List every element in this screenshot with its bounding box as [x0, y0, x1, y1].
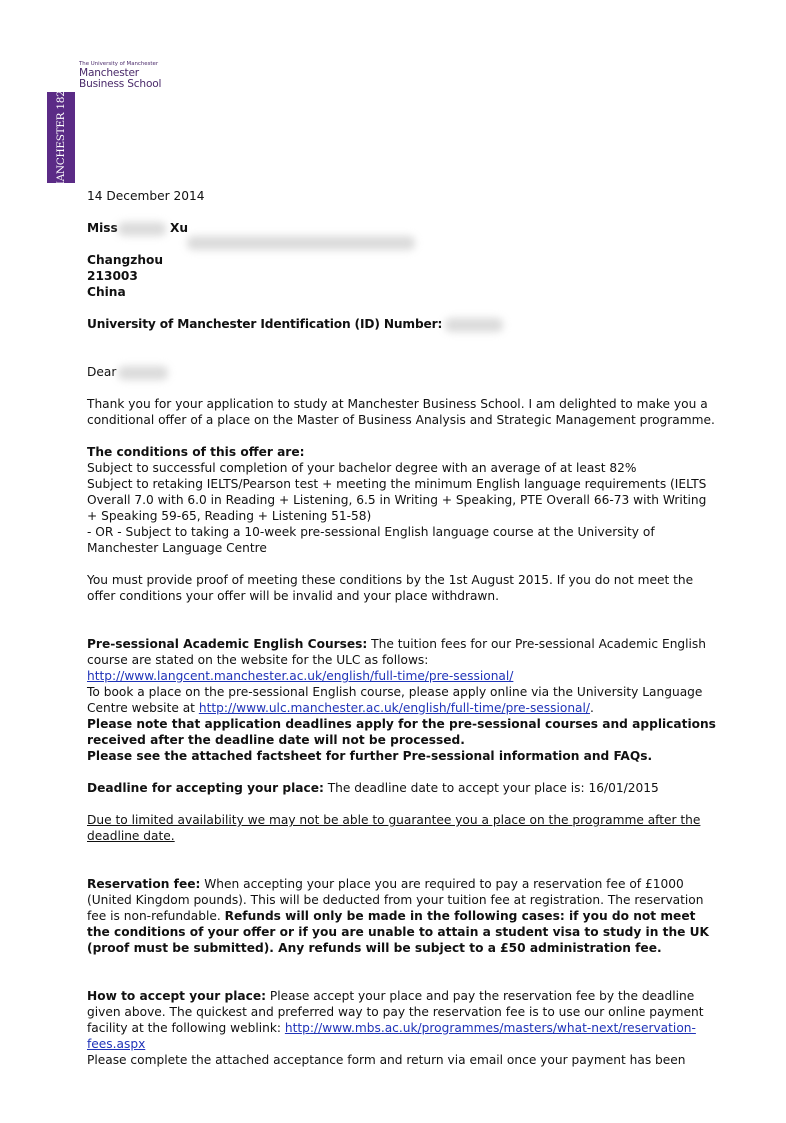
logo-school-line1: Manchester	[79, 67, 139, 79]
reservation-fees-link-part1[interactable]: http://www.mbs.ac.uk/programmes/masters/what-next/reservation-	[284, 1021, 696, 1035]
logo-bar-text: MANCHESTER 1824	[55, 83, 67, 192]
redacted-id-number	[445, 318, 503, 332]
reservation-line-1-text: When accepting your place you are required to pay a reservation fee of £1000	[200, 877, 684, 891]
presessional-heading: Pre-sessional Academic English Courses:	[87, 637, 368, 651]
condition-line-2: Subject to retaking IELTS/Pearson test + meeting the minimum English language requirements (IELTS	[87, 477, 707, 491]
deadline-line	[87, 781, 659, 795]
reservation-line-3-pre: fee is non-refundable.	[87, 909, 225, 923]
conditions-heading: The conditions of this offer are:	[87, 445, 305, 459]
accept-line-3	[87, 1021, 696, 1035]
deadline-note-2: deadline date.	[87, 829, 175, 843]
presessional-bold-3: Please see the attached factsheet for further Pre-sessional information and FAQs.	[87, 749, 653, 763]
reservation-heading: Reservation fee:	[87, 877, 201, 891]
deadline-heading: Deadline for accepting your place:	[87, 781, 324, 795]
accept-line-2: given above. The quickest and preferred way to pay the reservation fee is to use our online payment	[87, 1005, 704, 1019]
presessional-line-1	[87, 637, 706, 651]
reservation-bold-5: (proof must be submitted). Any refunds will be subject to a £50 administration fee.	[87, 941, 662, 955]
dear-salutation: Dear	[87, 365, 117, 379]
reservation-line-2: (United Kingdom pounds). This will be deducted from your tuition fee at registration. The reservation	[87, 893, 704, 907]
logo-school-line2: Business School	[79, 78, 162, 90]
reservation-line-3-bold: Refunds will only be made in the following cases: if you do not meet	[224, 909, 696, 923]
logo-school-name	[79, 68, 161, 90]
redacted-dear-name	[118, 366, 168, 380]
proof-line-2: offer conditions your offer will be invalid and your place withdrawn.	[87, 589, 499, 603]
recipient-title: Miss	[87, 221, 118, 235]
presessional-line-5-post: .	[590, 701, 594, 715]
recipient-surname: Xu	[170, 221, 189, 235]
reservation-bold-4: the conditions of your offer or if you are unable to attain a student visa to study in the UK	[87, 925, 709, 939]
reservation-line-3	[87, 909, 695, 923]
condition-line-6: Manchester Language Centre	[87, 541, 267, 555]
condition-line-3: Overall 7.0 with 6.0 in Reading + Listening, 6.5 in Writing + Speaking, PTE Overall 66-73 with Writing	[87, 493, 707, 507]
reservation-fees-link-part2[interactable]: fees.aspx	[87, 1037, 146, 1051]
logo-university-text: The University of Manchester	[79, 61, 159, 67]
accept-heading: How to accept your place:	[87, 989, 266, 1003]
accept-line-5: Please complete the attached acceptance form and return via email once your payment has been	[87, 1053, 686, 1067]
condition-line-5: - OR - Subject to taking a 10-week pre-sessional English language course at the University of	[87, 525, 655, 539]
accept-line-1	[87, 989, 694, 1003]
langcent-link[interactable]: http://www.langcent.manchester.ac.uk/english/full-time/pre-sessional/	[87, 669, 514, 683]
address-city: Changzhou	[87, 253, 164, 267]
intro-line-2: conditional offer of a place on the Master of Business Analysis and Strategic Management programme.	[87, 413, 715, 427]
presessional-line-5	[87, 701, 594, 715]
deadline-note-1: Due to limited availability we may not be able to guarantee you a place on the programme after the	[87, 813, 701, 827]
intro-line-1: Thank you for your application to study at Manchester Business School. I am delighted to make you a	[87, 397, 708, 411]
reservation-line-1	[87, 877, 684, 891]
presessional-bold-1: Please note that application deadlines apply for the pre-sessional courses and applications	[87, 717, 716, 731]
letter-date: 14 December 2014	[87, 189, 205, 203]
presessional-line-5-pre: Centre website at	[87, 701, 199, 715]
presessional-line-4: To book a place on the pre-sessional English course, please apply online via the University Language	[87, 685, 703, 699]
accept-line-3-pre: facility at the following weblink:	[87, 1021, 285, 1035]
address-postcode: 213003	[87, 269, 138, 283]
id-number-label: University of Manchester Identification (ID) Number:	[87, 317, 443, 331]
manchester-logo-bar	[47, 83, 75, 192]
redacted-first-name	[118, 222, 166, 236]
presessional-bold-2: received after the deadline date will not be processed.	[87, 733, 465, 747]
proof-line-1: You must provide proof of meeting these conditions by the 1st August 2015. If you do not meet the	[87, 573, 694, 587]
accept-line-1-text: Please accept your place and pay the reservation fee by the deadline	[266, 989, 695, 1003]
presessional-line-2: course are stated on the website for the ULC as follows:	[87, 653, 429, 667]
redacted-address-line	[187, 236, 415, 250]
condition-line-1: Subject to successful completion of your bachelor degree with an average of at least 82%	[87, 461, 637, 475]
address-country: China	[87, 285, 126, 299]
presessional-line-1-text: The tuition fees for our Pre-sessional Academic English	[367, 637, 707, 651]
condition-line-4: + Speaking 59-65, Reading + Listening 51-58)	[87, 509, 372, 523]
deadline-text: The deadline date to accept your place is: 16/01/2015	[323, 781, 659, 795]
ulc-link[interactable]: http://www.ulc.manchester.ac.uk/english/full-time/pre-sessional/	[198, 701, 591, 715]
